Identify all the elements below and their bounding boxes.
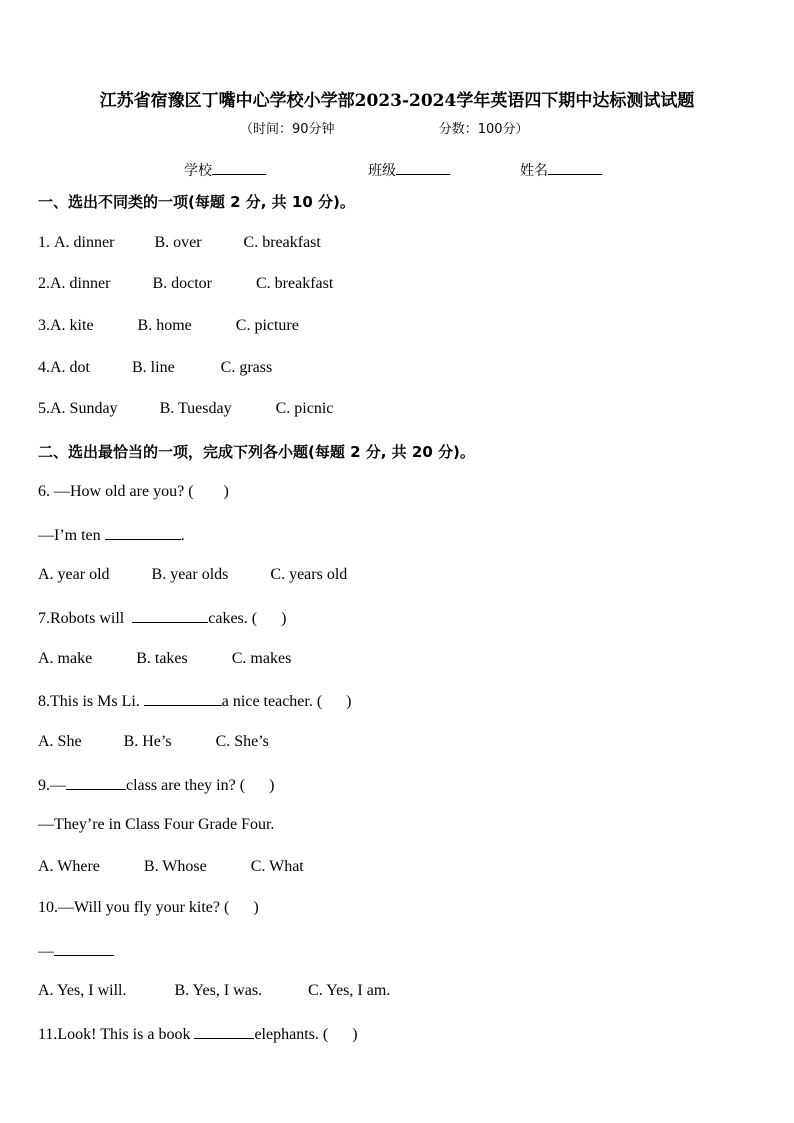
q8-stem-text: 8.This is Ms Li. [38,693,144,710]
question-9-stem [38,775,274,795]
q10-option-a[interactable]: A. Yes, I will. [38,982,127,999]
class-field[interactable] [368,160,450,180]
section1-heading: 一、选出不同类的一项(每题 2 分, 共 10 分)。 [38,193,355,211]
q4-number: 4. [38,359,50,376]
question-8-options [38,733,269,751]
exam-meta [240,118,529,137]
question-9-options [38,858,304,876]
q8-blank[interactable] [144,691,222,706]
section2-heading: 二、选出最恰当的一项，完成下列各小题(每题 2 分, 共 20 分)。 [38,443,475,461]
q10-option-b[interactable]: B. Yes, I was. [174,982,263,999]
q11-blank[interactable] [194,1024,254,1039]
q9-stem-end: class are they in? ( [126,777,246,794]
q10-blank[interactable] [54,941,114,956]
q8-close-paren: ) [346,693,352,710]
q4-option-c[interactable]: C. grass [220,359,273,376]
class-label: 班级 [368,163,396,179]
q7-option-c[interactable]: C. makes [231,650,292,667]
q2-number: 2. [38,275,50,292]
question-4 [38,359,272,377]
school-field[interactable] [184,160,266,180]
q8-stem-end: a nice teacher. ( [221,693,323,710]
q7-stem-end: cakes. ( [208,610,258,627]
question-10-reply [38,941,114,961]
question-11-stem [38,1024,358,1044]
school-blank[interactable] [212,160,266,175]
q5-option-c[interactable]: C. picnic [275,400,334,417]
q1-number: 1. [38,234,54,251]
q11-close-paren: ) [352,1026,358,1043]
name-blank[interactable] [548,160,602,175]
q11-stem-end: elephants. ( [254,1026,329,1043]
q4-option-a[interactable]: A. dot [50,359,90,376]
question-10-options [38,982,390,1000]
q8-option-c[interactable]: C. She’s [215,733,269,750]
q5-option-b[interactable]: B. Tuesday [159,400,232,417]
question-2 [38,275,333,293]
q1-option-b[interactable]: B. over [154,234,202,251]
q6-reply-text: —I’m ten [38,527,105,544]
q8-option-b[interactable]: B. He’s [123,733,172,750]
q5-number: 5. [38,400,50,417]
q6-option-b[interactable]: B. year olds [151,566,229,583]
question-7-options [38,650,291,668]
q4-option-b[interactable]: B. line [132,359,175,376]
exam-time: （时间：90分钟 [240,122,335,137]
class-blank[interactable] [396,160,450,175]
question-9-reply: —They’re in Class Four Grade Four. [38,816,275,833]
q9-option-a[interactable]: A. Where [38,858,100,875]
name-label: 姓名 [520,163,548,179]
q9-close-paren: ) [269,777,275,794]
question-6-stem [38,483,229,501]
q6-option-a[interactable]: A. year old [38,566,110,583]
q7-stem-text: 7.Robots will [38,610,129,627]
q10-stem-text: 10.—Will you fly your kite? ( [38,899,230,916]
q5-option-a[interactable]: A. Sunday [50,400,118,417]
question-5 [38,400,333,418]
q1-option-c[interactable]: C. breakfast [243,234,321,251]
q3-option-a[interactable]: A. kite [50,317,94,334]
q6-blank[interactable] [105,525,181,540]
q7-option-a[interactable]: A. make [38,650,93,667]
exam-title: 江苏省宿豫区丁嘴中心学校小学部2023-2024学年英语四下期中达标测试试题 [99,91,695,111]
q9-option-b[interactable]: B. Whose [143,858,207,875]
q10-close-paren: ) [253,899,259,916]
q3-option-b[interactable]: B. home [137,317,192,334]
q7-blank[interactable] [132,608,208,623]
q7-option-b[interactable]: B. takes [136,650,188,667]
q9-option-c[interactable]: C. What [250,858,304,875]
q7-close-paren: ) [281,610,287,627]
question-8-stem [38,691,352,711]
q8-option-a[interactable]: A. She [38,733,82,750]
question-7-stem [38,608,286,628]
question-10-stem [38,899,259,917]
question-1 [38,234,321,252]
school-label: 学校 [184,163,212,179]
q6-option-c[interactable]: C. years old [270,566,348,583]
q10-option-c[interactable]: C. Yes, I am. [308,982,391,999]
q10-reply-dash: — [38,943,54,960]
question-6-options [38,566,347,584]
q6-close-paren: ) [223,483,229,500]
question-3 [38,317,299,335]
exam-score: 分数：100分） [438,122,529,137]
q9-stem-text: 9.— [38,777,66,794]
q3-number: 3. [38,317,50,334]
question-6-reply [38,525,185,545]
name-field[interactable] [520,160,602,180]
q3-option-c[interactable]: C. picture [235,317,299,334]
q6-stem-text: 6. —How old are you? ( [38,483,194,500]
q6-reply-end: . [180,527,185,544]
q2-option-b[interactable]: B. doctor [152,275,212,292]
q9-blank[interactable] [66,775,126,790]
q11-stem-text: 11.Look! This is a book [38,1026,195,1043]
q2-option-c[interactable]: C. breakfast [255,275,334,292]
q1-option-a[interactable]: A. dinner [54,234,115,251]
q2-option-a[interactable]: A. dinner [50,275,111,292]
